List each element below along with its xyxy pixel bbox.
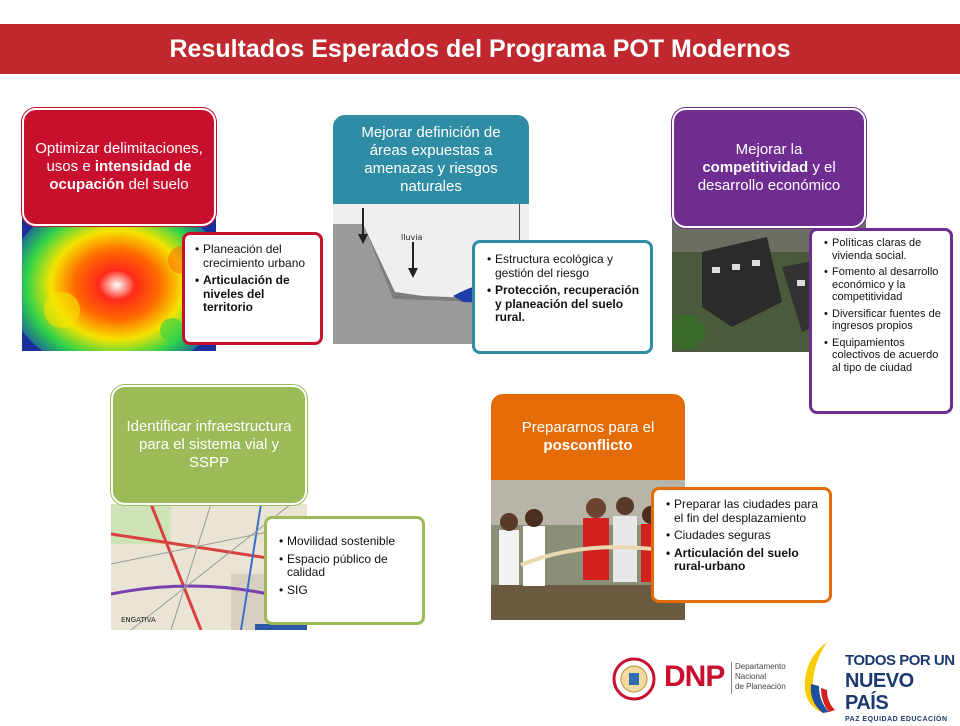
comp-heading-pre: Mejorar la <box>735 141 803 158</box>
comp-heading-strong: competitividad <box>702 159 809 176</box>
riesgos-heading-text: Mejorar definición de áreas expuestas a amenazas y riesgos naturales <box>361 123 501 195</box>
page-title: Resultados Esperados del Programa POT Modernos <box>169 35 791 63</box>
title-bar <box>0 24 960 74</box>
list-item: • Articulación de niveles del territorio <box>203 274 314 315</box>
dnp-divider <box>731 662 732 694</box>
competitividad-heading <box>672 108 866 228</box>
infraestructura-list <box>277 535 416 597</box>
list-item: • Ciudades seguras <box>674 529 823 543</box>
list-item: • Equipamientos colectivos de acuerdo al tipo de ciudad <box>832 337 946 375</box>
list-item: • Articulación del suelo rural-urbano <box>674 547 823 574</box>
suelo-heading <box>22 108 216 226</box>
infraestructura-heading-text: Identificar infraestructura para el sistema vial y SSPP <box>126 418 292 471</box>
comp-heading-post: y el desarrollo económico <box>697 159 841 194</box>
list-item: • Movilidad sostenible <box>287 535 416 549</box>
list-item: • SIG <box>287 584 416 598</box>
competitividad-list <box>822 237 946 374</box>
list-item: • Preparar las ciudades para el fin del desplazamiento <box>674 498 823 525</box>
government-slogan <box>845 652 957 723</box>
pos-heading-strong: posconflicto <box>543 437 633 454</box>
posconflicto-heading <box>491 394 685 480</box>
list-item: • Planeación del crecimiento urbano <box>203 243 314 270</box>
dnp-name-line: de Planeación <box>735 682 786 691</box>
riesgos-bubble <box>472 240 653 354</box>
dnp-logo <box>664 658 789 698</box>
dnp-name <box>735 662 786 692</box>
competitividad-bubble <box>809 228 953 414</box>
posconflicto-list <box>664 498 823 574</box>
list-item: • Protección, recuperación y planeación del suelo rural. <box>495 284 644 325</box>
dnp-name-line: Nacional <box>735 672 767 681</box>
slogan-line-1: TODOS POR UN <box>845 652 955 669</box>
dnp-acronym: DNP <box>664 660 725 693</box>
riesgos-connector <box>519 204 520 242</box>
suelo-heading-strong: intensidad de ocupación <box>49 158 192 193</box>
list-item: • Políticas claras de vivienda social. <box>832 237 946 262</box>
riesgos-heading <box>333 115 529 204</box>
suelo-bubble <box>182 232 323 345</box>
colombia-flag-icon <box>797 640 843 715</box>
riesgos-list <box>485 253 644 325</box>
suelo-heading-post: del suelo <box>124 176 189 193</box>
infraestructura-heading <box>111 385 307 505</box>
list-item: • Fomento al desarrollo económico y la competitividad <box>832 266 946 304</box>
list-item: • Espacio público de calidad <box>287 553 416 580</box>
suelo-heading-pre: Optimizar delimitaciones, usos e <box>35 140 203 175</box>
arrow-label: lluvia <box>401 233 423 242</box>
slogan-line-2: NUEVO PAÍS <box>845 670 914 714</box>
seal-icon <box>612 657 656 701</box>
list-item: • Diversificar fuentes de ingresos propios <box>832 308 946 333</box>
map-label: ENGATIVA <box>121 616 156 624</box>
dnp-name-line: Departamento <box>735 662 786 671</box>
list-item: • Estructura ecológica y gestión del riesgo <box>495 253 644 280</box>
pos-heading-pre: Prepararnos para el <box>521 419 655 436</box>
posconflicto-bubble <box>651 487 832 603</box>
slogan-motto: PAZ EQUIDAD EDUCACIÓN <box>845 716 948 723</box>
infraestructura-bubble <box>264 516 425 625</box>
suelo-list <box>193 243 314 315</box>
